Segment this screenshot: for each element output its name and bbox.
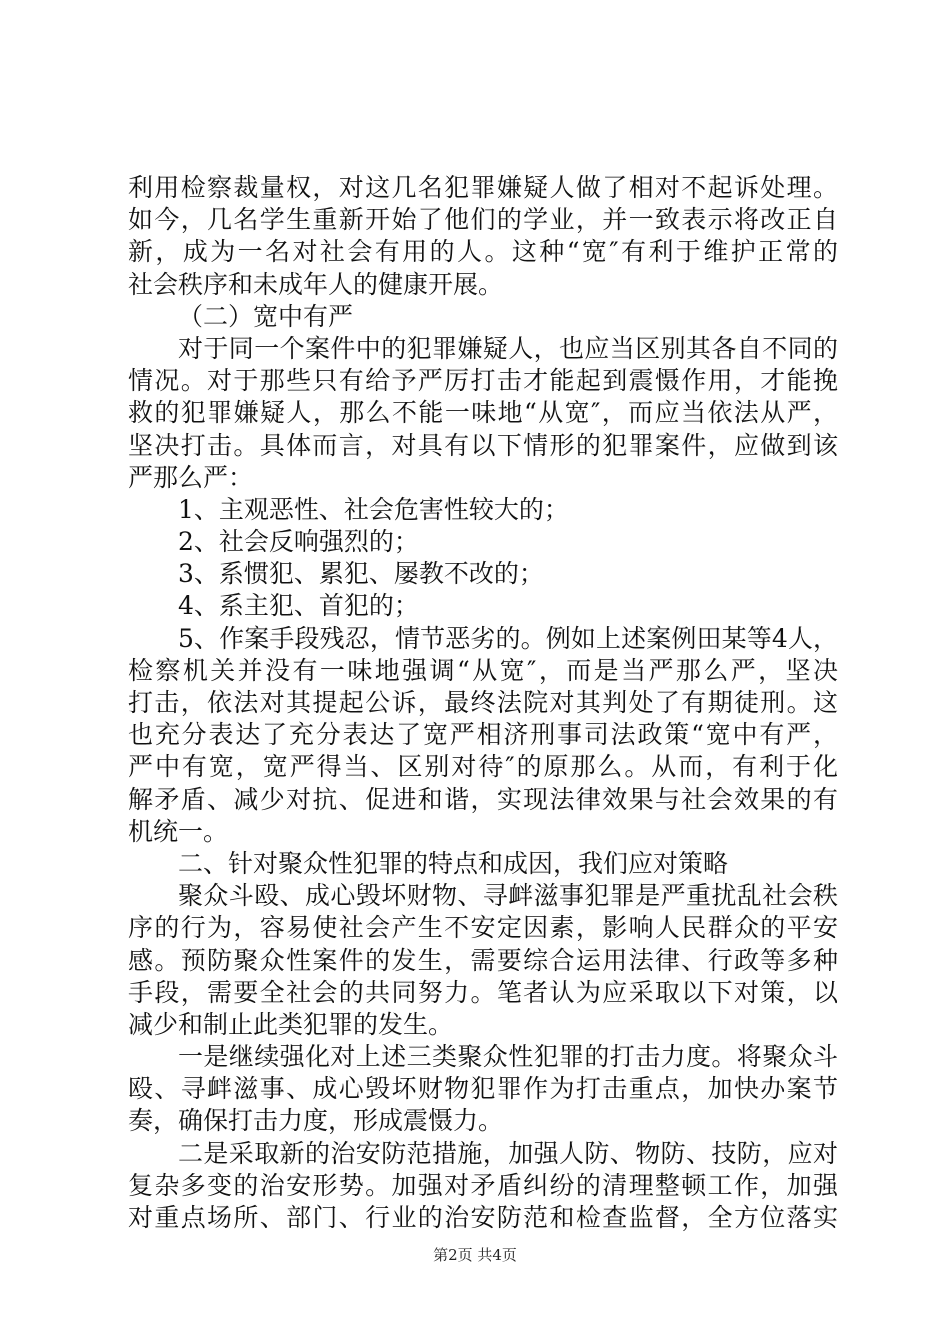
text-line: 解矛盾、减少对抗、促进和谐，实现法律效果与社会效果的有 <box>128 784 838 814</box>
text-line: 聚众斗殴、成心毁坏财物、寻衅滋事犯罪是严重扰乱社会秩 <box>178 881 838 911</box>
text-line: 5、作案手段残忍，情节恶劣的。例如上述案例田某等4人， <box>178 623 838 653</box>
text-line: 新，成为一名对社会有用的人。这种“宽″有利于维护正常的 <box>128 237 838 267</box>
text-line: 3、系惯犯、累犯、屡教不改的； <box>178 559 544 589</box>
text-line: 利用检察裁量权，对这几名犯罪嫌疑人做了相对不起诉处理。 <box>128 173 838 202</box>
text-line: 检察机关并没有一味地强调“从宽″，而是当严那么严，坚决 <box>128 655 838 685</box>
text-line: 二是采取新的治安防范措施，加强人防、物防、技防，应对 <box>178 1138 838 1168</box>
text-line: 奏，确保打击力度，形成震慑力。 <box>128 1106 504 1136</box>
text-line: 救的犯罪嫌疑人，那么不能一味地“从宽″，而应当依法从严， <box>128 398 838 428</box>
text-line: 严那么严： <box>128 462 254 492</box>
text-line: 机统一。 <box>128 816 229 846</box>
text-line: 对于同一个案件中的犯罪嫌疑人，也应当区别其各自不同的 <box>178 333 838 363</box>
text-line: 二、针对聚众性犯罪的特点和成因，我们应对策略 <box>178 848 729 878</box>
text-line: 殴、寻衅滋事、成心毁坏财物犯罪作为打击重点，加快办案节 <box>128 1074 838 1104</box>
text-line: 如今，几名学生重新开始了他们的学业，并一致表示将改正自 <box>128 205 838 235</box>
page-footer: 第2页 共4页 <box>433 1246 517 1264</box>
text-line: 坚决打击。具体而言，对具有以下情形的犯罪案件，应做到该 <box>128 430 838 460</box>
text-line: 也充分表达了充分表达了宽严相济刑事司法政策“宽中有严， <box>128 720 838 750</box>
text-line: 4、系主犯、首犯的； <box>178 591 419 621</box>
text-line: 减少和制止此类犯罪的发生。 <box>128 1009 454 1039</box>
text-line: 1、主观恶性、社会危害性较大的； <box>178 494 569 524</box>
text-line: 严中有宽，宽严得当、区别对待″的原那么。从而，有利于化 <box>128 752 838 782</box>
text-line: 社会秩序和未成年人的健康开展。 <box>128 269 504 299</box>
text-line: 对重点场所、部门、行业的治安防范和检查监督，全方位落实 <box>128 1203 838 1232</box>
document-body <box>128 172 838 1234</box>
text-line: 打击，依法对其提起公诉，最终法院对其判处了有期徒刑。这 <box>128 688 838 717</box>
text-line: （二）宽中有严 <box>178 301 354 331</box>
text-line: 感。预防聚众性案件的发生，需要综合运用法律、行政等多种 <box>128 945 838 975</box>
text-line: 复杂多变的治安形势。加强对矛盾纠纷的清理整顿工作，加强 <box>128 1170 838 1200</box>
text-line: 2、社会反响强烈的； <box>178 527 419 557</box>
text-line: 情况。对于那些只有给予严厉打击才能起到震慑作用，才能挽 <box>128 366 838 396</box>
text-line: 序的行为，容易使社会产生不安定因素，影响人民群众的平安 <box>128 913 838 943</box>
text-line: 一是继续强化对上述三类聚众性犯罪的打击力度。将聚众斗 <box>178 1042 838 1072</box>
text-line: 手段，需要全社会的共同努力。笔者认为应采取以下对策，以 <box>128 977 838 1007</box>
